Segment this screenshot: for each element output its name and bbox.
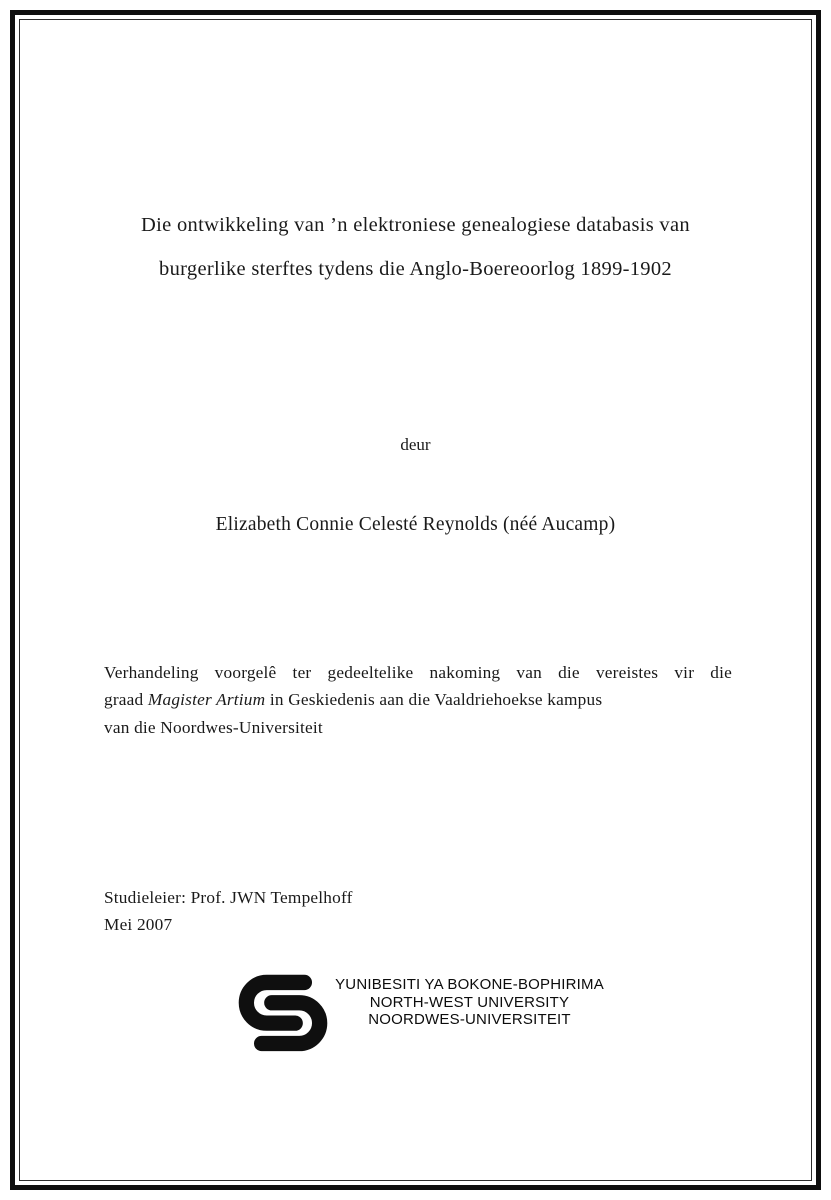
logo-text-setswana: YUNIBESITI YA BOKONE-BOPHIRIMA bbox=[335, 976, 604, 993]
degree-statement-line3: van die Noordwes-Universiteit bbox=[104, 717, 323, 737]
degree-statement-line2 bbox=[104, 686, 732, 713]
thesis-title-line2: burgerlike sterftes tydens die Anglo-Boereoorlog 1899-1902 bbox=[159, 258, 672, 280]
nwu-interlocking-links-icon bbox=[227, 968, 339, 1060]
university-logo-text bbox=[335, 976, 604, 1029]
logo-text-afrikaans: NOORDWES-UNIVERSITEIT bbox=[368, 1011, 571, 1028]
thesis-title bbox=[60, 203, 771, 291]
author-name: Elizabeth Connie Celesté Reynolds (néé Aucamp) bbox=[215, 514, 616, 535]
degree-statement bbox=[104, 659, 732, 741]
supervisor-line: Studieleier: Prof. JWN Tempelhoff bbox=[104, 888, 353, 907]
byline-deur: deur bbox=[400, 435, 431, 454]
supervisor-block bbox=[104, 885, 353, 938]
thesis-title-line1: Die ontwikkeling van ’n elektroniese genealogiese databasis van bbox=[141, 214, 690, 236]
degree-statement-line1: Verhandeling voorgelê ter gedeeltelike nakoming van die vereistes vir die bbox=[104, 663, 732, 682]
degree-name-italic: Magister Artium bbox=[147, 690, 266, 710]
logo-text-english: NORTH-WEST UNIVERSITY bbox=[369, 993, 570, 1011]
university-logo bbox=[0, 968, 831, 1060]
date-line: Mei 2007 bbox=[104, 914, 173, 934]
degree-statement-line2-pre: graad bbox=[104, 690, 148, 710]
degree-statement-line2-post: in Geskiedenis aan die Vaaldriehoekse kampus bbox=[265, 690, 603, 710]
